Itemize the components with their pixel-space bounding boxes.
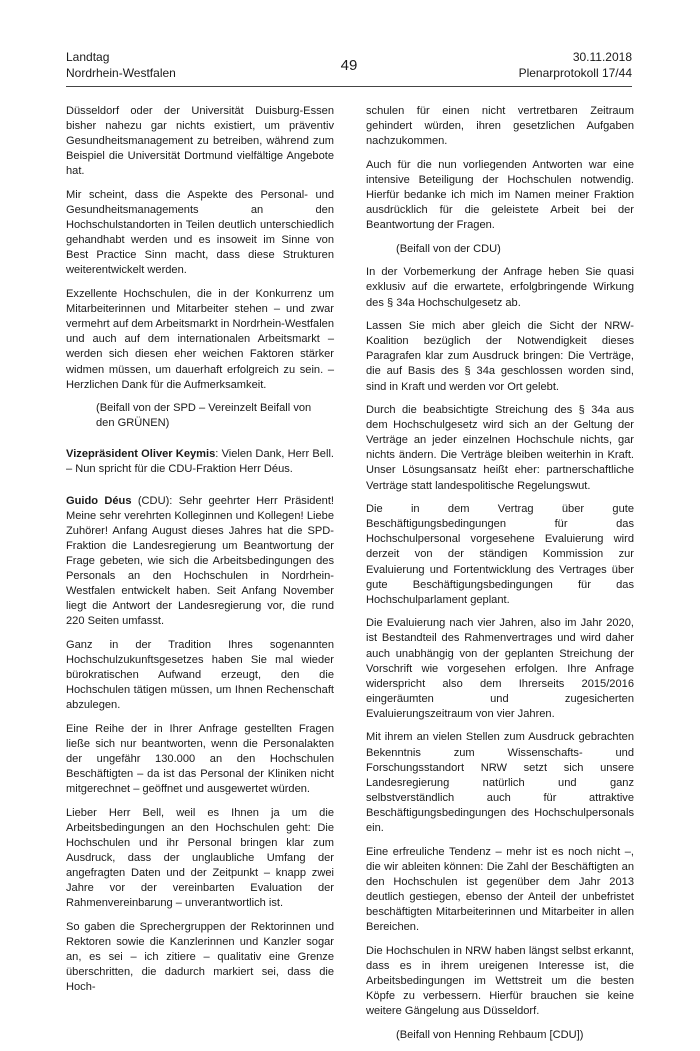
header-right: [519, 50, 632, 81]
paragraph: Die Evaluierung nach vier Jahren, also im Jahr 2020, ist Bestandteil des Rahmenvertrages und wird daher auch unabhängig von der geplanten Streichung der Vorschrift wie vorgesehen erfolgen. Ihre Anfrage widerspricht also dem Ihrerseits 2015/2016 eingeräumten und zugesicherten Evaluierungszeitraum von vier Jahren.: [366, 617, 634, 720]
paragraph: Düsseldorf oder der Universität Duisburg-Essen bisher nahezu gar nichts existiert, um präventiv Gesundheitsmanagement zu betreiben, während zum Beispiel die Universität Dortmund vielfältige Angebote hat.: [66, 105, 334, 178]
header-protocol: Plenarprotokoll 17/44: [518, 65, 632, 80]
paragraph: Lieber Herr Bell, weil es Ihnen ja um die Arbeitsbedingungen an den Hochschulen geht: Die Hochschulen und ihr Personal bringen klar zum Ausdruck, dass der unglaubliche Umfang der angefragten Daten und der Zeitpunkt – knapp zwei Jahre vor der vereinbarten Evaluation der Rahmenvereinbarung – unverantwortlich ist.: [66, 806, 334, 910]
speaker-paragraph: [66, 447, 334, 477]
paragraph: Die in dem Vertrag über gute Beschäftigungsbedingungen für das Hochschulpersonal vorgesehene Evaluierung wird derzeit von der ständigen Kommission zur Evaluierung und Fortentwicklung des Vertrages über gute Beschäftigungsbedingungen für das Hochschulparlament geplant.: [366, 503, 634, 606]
paragraph: Eine erfreuliche Tendenz – mehr ist es noch nicht –, die wir ableiten können: Die Zahl der Beschäftigten an den Hochschulen ist gegenüber dem Jahr 2013 deutlich gestiegen, ebenso der Anteil der unbefristet beschäftigten Mitarbeiterinnen und Mitarbeiter in allen Bereichen.: [366, 845, 634, 934]
paragraph: So gaben die Sprechergruppen der Rektorinnen und Rektoren sowie die Kanzlerinnen und Kanzler sogar an, es sei – ich zitiere – qualitativ eine Grenze überschritten, die dadurch markiert sei, dass die Hoch-: [66, 921, 334, 994]
paragraph: Lassen Sie mich aber gleich die Sicht der NRW-Koalition bezüglich der Notwendigkeit dieses Paragrafen klar zum Ausdruck bringen: Die Verträge, die auf Basis des § 34a geschlossen worden sind, sind in Kraft und werden vor Ort gelebt.: [366, 320, 634, 393]
paragraph: Durch die beabsichtigte Streichung des § 34a aus dem Hochschulgesetz wird sich an der Geltung der Verträge an jeder einzelnen Hochschule nichts, gar nichts ändern. Die Verträge bleiben weiterhin in Kraft. Unser Lösungsansatz heißt eher: partnerschaftliche Verträge statt landespolitische Regelungswut.: [366, 404, 634, 492]
paragraph: Auch für die nun vorliegenden Antworten war eine intensive Beteiligung der Hochschulen notwendig. Hierfür bedanke ich mich im Namen meiner Fraktion ausdrücklich für die geleistete Arbeit bei der Beantwortung der Fragen.: [366, 158, 634, 232]
speaker-name: Vizepräsident Oliver Keymis: [66, 448, 216, 461]
applause-note: (Beifall von der SPD – Vereinzelt Beifall von den GRÜNEN): [96, 402, 312, 430]
right-column: [366, 104, 634, 1051]
applause-note: (Beifall von Henning Rehbaum [CDU]): [396, 1028, 584, 1041]
page-number: 49: [340, 57, 358, 74]
header-state: Nordrhein-Westfalen: [66, 65, 176, 80]
paragraph: Exzellente Hochschulen, die in der Konkurrenz um Mitarbeiterinnen und Mitarbeiter stehen – und zwar vermehrt auf dem Arbeitsmarkt in Nordrhein-Westfalen und auch auf dem internationalen Arbeitsmarkt – werden sich diesen eher weichen Faktoren stärker widmen müssen, um dauerhaft erfolgreich zu sein. – Herzlichen Dank für die Aufmerksamkeit.: [66, 288, 334, 391]
speaker-name: Guido Déus: [66, 494, 132, 507]
paragraph: schulen für einen nicht vertretbaren Zeitraum gehindert würden, ihren gesetzlichen Aufgaben nachzukommen.: [366, 105, 634, 148]
paragraph: Mir scheint, dass die Aspekte des Personal- und Gesundheitsmanagements an den Hochschulstandorten in Teilen deutlich unterschiedlich gehandhabt werden und es insoweit im Sinne von Best Practice Sinn macht, dass diese Strukturen weiterentwickelt werden.: [66, 188, 334, 277]
applause-note: (Beifall von der CDU): [396, 242, 501, 255]
speaker-text: : Vielen Dank, Herr Bell. – Nun spricht für die CDU-Fraktion Herr Déus.: [66, 448, 334, 476]
paragraph: In der Vorbemerkung der Anfrage heben Sie quasi exklusiv auf die erwartete, erfolgbringende Wirkung des § 34a Hochschulgesetz ab.: [366, 266, 634, 309]
paragraph: Die Hochschulen in NRW haben längst selbst erkannt, dass es in ihrem ureigenen Interesse ist, die Arbeitsbedingungen im Wettstreit um die besten Köpfe zu verbessern. Hierfür brauchen sie keine weitere Gängelung aus Düsseldorf.: [366, 944, 634, 1018]
header-date: 30.11.2018: [572, 50, 632, 64]
paragraph: Eine Reihe der in Ihrer Anfrage gestellten Fragen ließe sich nur beantworten, wenn die Personalakten der ungefähr 130.000 an den Hochschulen Beschäftigten – da ist das Personal der Kliniken nicht mitgerechnet – geöffnet und ausgewertet würden.: [66, 722, 334, 796]
paragraph: Ganz in der Tradition Ihres sogenannten Hochschulzukunftsgesetzes haben Sie mal wieder bürokratischen Aufwand erzeugt, den die Hochschulen tätigen müssen, um Ihnen Rechenschaft abzulegen.: [66, 638, 334, 712]
paragraph: Mit ihrem an vielen Stellen zum Ausdruck gebrachten Bekenntnis zum Wissenschafts- und Forschungsstandort NRW setzt sich unsere Landesregierung natürlich und ganz selbstverständlich auch für attraktive Beschäftigungsbedingungen des Hochschulpersonals ein.: [366, 731, 634, 835]
page-header: [66, 50, 632, 82]
left-column: [66, 104, 334, 1004]
speaker-paragraph: [66, 494, 334, 630]
header-rule: [66, 86, 632, 87]
header-parliament: Landtag: [66, 50, 110, 64]
speaker-text: (CDU): Sehr geehrter Herr Präsident! Meine sehr verehrten Kolleginnen und Kollegen! Liebe Zuhörer! Anfang August dieses Jahres hat die SPD-Fraktion die Landesregierung um Beantwortung der Frage gebeten, wie sich die Arbeitsbedingungen des Personals an den Hochschulen in Nordrhein-Westfalen entwickelt haben. Seit Anfang November liegt die Antwort der Landesregierung vor, die rund 220 Seiten umfasst.: [66, 494, 334, 628]
